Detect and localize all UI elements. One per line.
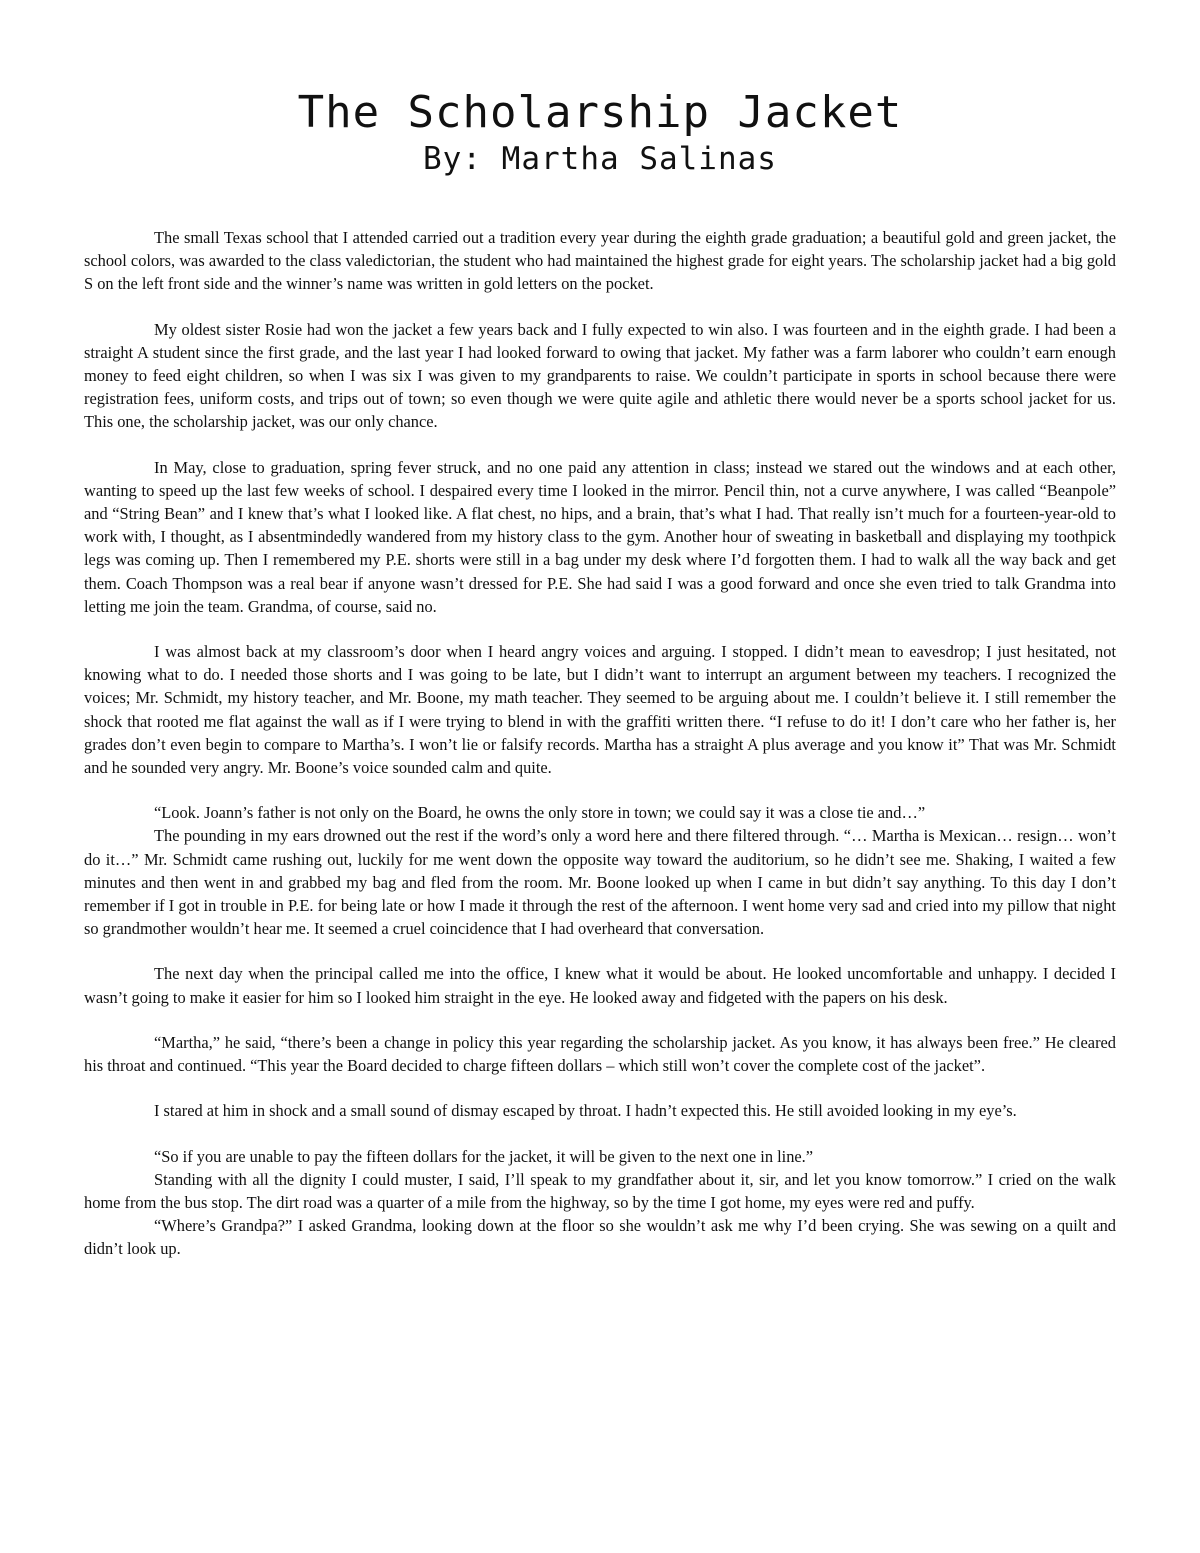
document-author: By: Martha Salinas [423,141,777,177]
paragraph: The pounding in my ears drowned out the rest if the word’s only a word here and there filtered through. “… Martha is Mexican… resign… won’t do it…” Mr. Schmidt came rushing out, luckily for me went down the opposite way toward the auditorium, so he didn’t see me. Shaking, I waited a few minutes and then went in and grabbed my bag and fled from the room. Mr. Boone looked up when I came in but didn’t say anything. To this day I don’t remember if I got in trouble in P.E. for being late or how I made it through the rest of the afternoon. I went home very sad and cried into my pillow that night so grandmother wouldn’t hear me. It seemed a cruel coincidence that I had overheard that conversation. [84,826,1116,939]
paragraph: “Look. Joann’s father is not only on the Board, he owns the only store in town; we could say it was a close tie and…” [154,803,926,823]
paragraph: The next day when the principal called me into the office, I knew what it would be about. He looked uncomfortable and unhappy. I decided I wasn’t going to make it easier for him so I looked him straight in the eye. He looked away and fidgeted with the papers on his desk. [84,964,1116,1007]
paragraph: My oldest sister Rosie had won the jacket a few years back and I fully expected to win also. I was fourteen and in the eighth grade. I had been a straight A student since the first grade, and the last year I had looked forward to owing that jacket. My father was a farm laborer who couldn’t earn enough money to feed eight children, so when I was six I was given to my grandparents to raise. We couldn’t participate in sports in school because there were registration fees, uniform costs, and trips out of town; so even though we were quite agile and athletic there would never be a sports school jacket for us. This one, the scholarship jacket, was our only chance. [84,319,1116,432]
document-title: The Scholarship Jacket [297,87,903,138]
paragraph: In May, close to graduation, spring fever struck, and no one paid any attention in class; instead we stared out the windows and at each other, wanting to speed up the last few weeks of school. I despaired every time I looked in the mirror. Pencil thin, not a curve anywhere, I was called “Beanpole” and “String Bean” and I knew that’s what I looked like. A flat chest, no hips, and a brain, that’s what I had. That really isn’t much for a fourteen-year-old to work with, I thought, as I absentmindedly wandered from my history class to the gym. Another hour of sweating in basketball and displaying my toothpick legs was coming up. Then I remembered my P.E. shorts were still in a bag under my desk where I’d forgotten them. I had to walk all the way back and get them. Coach Thompson was a real bear if anyone wasn’t dressed for P.E. She had said I was a good forward and once she even tried to talk Grandma into letting me join the team. Grandma, of course, said no. [84,457,1116,616]
paragraph: “Where’s Grandpa?” I asked Grandma, looking down at the floor so she wouldn’t ask me why I’d been crying. She was sewing on a quilt and didn’t look up. [84,1216,1116,1259]
paragraph: I was almost back at my classroom’s door when I heard angry voices and arguing. I stopped. I didn’t mean to eavesdrop; I just hesitated, not knowing what to do. I needed those shorts and I was going to be late, but I didn’t want to interrupt an argument between my teachers. I recognized the voices; Mr. Schmidt, my history teacher, and Mr. Boone, my math teacher. They seemed to be arguing about me. I couldn’t believe it. I still remember the shock that rooted me flat against the wall as if I were trying to blend in with the graffiti written there. “I refuse to do it! I don’t care who her father is, her grades don’t even begin to compare to Martha’s. I won’t lie or falsify records. Martha has a straight A plus average and you know it” That was Mr. Schmidt and he sounded very angry. Mr. Boone’s voice sounded calm and quite. [84,642,1116,778]
paragraph: Standing with all the dignity I could muster, I said, I’ll speak to my grandfather about it, sir, and let you know tomorrow.” I cried on the walk home from the bus stop. The dirt road was a quarter of a mile from the highway, so by the time I got home, my eyes were red and puffy. [84,1169,1116,1212]
paragraph: “So if you are unable to pay the fifteen dollars for the jacket, it will be given to the next one in line.” [154,1146,814,1166]
paragraph: I stared at him in shock and a small sound of dismay escaped by throat. I hadn’t expected this. He still avoided looking in my eye’s. [154,1101,1017,1121]
document-body [84,226,1116,1261]
paragraph: The small Texas school that I attended carried out a tradition every year during the eighth grade graduation; a beautiful gold and green jacket, the school colors, was awarded to the class valedictorian, the student who had maintained the highest grade for eight years. The scholarship jacket had a big gold S on the left front side and the winner’s name was written in gold letters on the pocket. [84,228,1116,294]
paragraph: “Martha,” he said, “there’s been a change in policy this year regarding the scholarship jacket. As you know, it has always been free.” He cleared his throat and continued. “This year the Board decided to charge fifteen dollars – which still won’t cover the complete cost of the jacket”. [84,1032,1116,1076]
